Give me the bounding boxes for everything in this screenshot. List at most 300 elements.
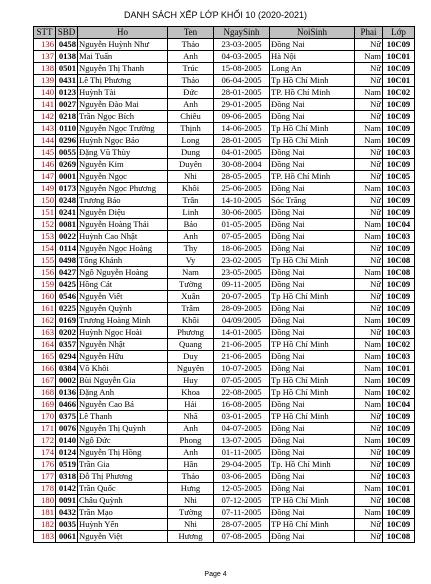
stt-cell: 183	[34, 531, 56, 543]
gender-cell: Nữ	[355, 255, 383, 267]
birth-date-cell: 16-08-2005	[214, 399, 270, 411]
given-name-cell: Phương	[168, 327, 214, 339]
gender-cell: Nam	[355, 51, 383, 63]
given-name-cell: Xuân	[168, 291, 214, 303]
gender-cell: Nam	[355, 375, 383, 387]
table-row	[34, 447, 415, 459]
sbd-cell: 0142	[56, 483, 78, 495]
gender-cell: Nữ	[355, 411, 383, 423]
given-name-cell: Chiêu	[168, 111, 214, 123]
given-name-cell: Trúc	[168, 63, 214, 75]
sbd-cell: 0001	[56, 171, 78, 183]
birth-place-cell: Đồng Nai	[270, 327, 355, 339]
surname-cell: Trần Mạo	[78, 507, 168, 519]
birth-date-cell: 25-06-2005	[214, 183, 270, 195]
gender-cell: Nam	[355, 351, 383, 363]
surname-cell: Trần Quốc	[78, 483, 168, 495]
given-name-cell: Hân	[168, 459, 214, 471]
given-name-cell: Thy	[168, 243, 214, 255]
birth-date-cell: 30-08-2004	[214, 159, 270, 171]
sbd-cell: 0375	[56, 411, 78, 423]
table-row	[34, 411, 415, 423]
given-name-cell: Nguyên	[168, 363, 214, 375]
birth-date-cell: 28-01-2005	[214, 87, 270, 99]
stt-cell: 162	[34, 315, 56, 327]
given-name-cell: Tường	[168, 507, 214, 519]
stt-cell: 152	[34, 219, 56, 231]
surname-cell: Đặng Vũ Thùy	[78, 147, 168, 159]
birth-place-cell: Đồng Nai	[270, 243, 355, 255]
class-cell: 10C03	[383, 183, 415, 195]
sbd-cell: 0425	[56, 279, 78, 291]
birth-date-cell: 04-03-2005	[214, 51, 270, 63]
birth-place-cell: Đồng Nai	[270, 507, 355, 519]
table-row	[34, 75, 415, 87]
gender-cell: Nam	[355, 123, 383, 135]
sbd-cell: 0519	[56, 459, 78, 471]
gender-cell: Nữ	[355, 303, 383, 315]
gender-cell: Nam	[355, 339, 383, 351]
table-row	[34, 231, 415, 243]
stt-cell: 174	[34, 447, 56, 459]
birth-place-cell: Đồng Nai	[270, 315, 355, 327]
birth-date-cell: 28-09-2005	[214, 303, 270, 315]
given-name-cell: Bảo	[168, 219, 214, 231]
surname-cell: Trương Bảo	[78, 195, 168, 207]
given-name-cell: Nhã	[168, 411, 214, 423]
class-cell: 10C09	[383, 519, 415, 531]
class-cell: 10C01	[383, 363, 415, 375]
class-cell: 10C09	[383, 111, 415, 123]
sbd-cell: 0022	[56, 231, 78, 243]
gender-cell: Nam	[355, 183, 383, 195]
surname-cell: Nguyễn Cao Bá	[78, 399, 168, 411]
birth-date-cell: 03-01-2005	[214, 411, 270, 423]
sbd-cell: 0269	[56, 159, 78, 171]
class-cell: 10C03	[383, 327, 415, 339]
table-row	[34, 423, 415, 435]
stt-cell: 137	[34, 51, 56, 63]
birth-date-cell: 15-08-2005	[214, 63, 270, 75]
birth-place-cell: Đồng Nai	[270, 399, 355, 411]
gender-cell: Nam	[355, 363, 383, 375]
stt-cell: 165	[34, 351, 56, 363]
sbd-cell: 0169	[56, 315, 78, 327]
birth-date-cell: 04/09/2005	[214, 315, 270, 327]
birth-date-cell: 06-04-2005	[214, 75, 270, 87]
birth-place-cell: Đồng Nai	[270, 267, 355, 279]
birth-place-cell: Tp Hồ Chí Minh	[270, 123, 355, 135]
surname-cell: Võ Khôi	[78, 363, 168, 375]
stt-cell: 141	[34, 99, 56, 111]
given-name-cell: Anh	[168, 51, 214, 63]
stt-cell: 149	[34, 183, 56, 195]
sbd-cell: 0002	[56, 375, 78, 387]
gender-cell: Nữ	[355, 327, 383, 339]
table-row	[34, 159, 415, 171]
sbd-cell: 0114	[56, 243, 78, 255]
birth-date-cell: 09-06-2005	[214, 111, 270, 123]
surname-cell: Huỳnh Tài	[78, 87, 168, 99]
sbd-cell: 0248	[56, 195, 78, 207]
surname-cell: Nguyễn Thị Hồng	[78, 447, 168, 459]
class-cell: 10C09	[383, 459, 415, 471]
birth-date-cell: 07-05-2005	[214, 375, 270, 387]
sbd-cell: 0432	[56, 507, 78, 519]
birth-date-cell: 23-05-2005	[214, 267, 270, 279]
given-name-cell: Anh	[168, 231, 214, 243]
class-cell: 10C01	[383, 483, 415, 495]
birth-place-cell: Đồng Nai	[270, 147, 355, 159]
birth-place-cell: TP Hồ Chí Minh	[270, 495, 355, 507]
given-name-cell: Thảo	[168, 471, 214, 483]
class-cell: 10C09	[383, 195, 415, 207]
surname-cell: Nguyễn Ngọc Hoàng	[78, 243, 168, 255]
surname-cell: Trần Gia	[78, 459, 168, 471]
surname-cell: Nguyễn Đào Mai	[78, 99, 168, 111]
table-row	[34, 99, 415, 111]
sbd-cell: 0384	[56, 363, 78, 375]
column-header-phai: Phai	[355, 27, 383, 39]
gender-cell: Nữ	[355, 159, 383, 171]
gender-cell: Nữ	[355, 75, 383, 87]
birth-date-cell: 28-05-2005	[214, 171, 270, 183]
table-row	[34, 39, 415, 51]
given-name-cell: Duy	[168, 351, 214, 363]
gender-cell: Nam	[355, 219, 383, 231]
sbd-cell: 0124	[56, 447, 78, 459]
sbd-cell: 0546	[56, 291, 78, 303]
stt-cell: 176	[34, 459, 56, 471]
table-row	[34, 171, 415, 183]
surname-cell: Châu Quỳnh	[78, 495, 168, 507]
stt-cell: 140	[34, 87, 56, 99]
table-row	[34, 495, 415, 507]
stt-cell: 156	[34, 267, 56, 279]
birth-place-cell: Đồng Nai	[270, 279, 355, 291]
stt-cell: 167	[34, 375, 56, 387]
table-header-row	[34, 27, 415, 39]
class-cell: 10C09	[383, 447, 415, 459]
class-cell: 10C03	[383, 351, 415, 363]
table-row	[34, 363, 415, 375]
birth-place-cell: Tp. Hồ Chí Minh	[270, 459, 355, 471]
sbd-cell: 0110	[56, 123, 78, 135]
class-cell: 10C09	[383, 99, 415, 111]
table-row	[34, 303, 415, 315]
class-cell: 10C08	[383, 267, 415, 279]
gender-cell: Nam	[355, 135, 383, 147]
table-row	[34, 195, 415, 207]
birth-date-cell: 28-07-2005	[214, 519, 270, 531]
stt-cell: 138	[34, 63, 56, 75]
given-name-cell: Khoa	[168, 387, 214, 399]
birth-place-cell: Tp Hồ Chí Minh	[270, 375, 355, 387]
class-cell: 10C09	[383, 63, 415, 75]
gender-cell: Nam	[355, 315, 383, 327]
column-header-stt: STT	[34, 27, 56, 39]
sbd-cell: 0061	[56, 531, 78, 543]
class-cell: 10C09	[383, 411, 415, 423]
birth-place-cell: Tp Hồ Chí Minh	[270, 75, 355, 87]
sbd-cell: 0241	[56, 207, 78, 219]
gender-cell: Nữ	[355, 39, 383, 51]
class-cell: 10C01	[383, 51, 415, 63]
given-name-cell: Anh	[168, 99, 214, 111]
surname-cell: Nguyễn Thị Thanh	[78, 63, 168, 75]
birth-date-cell: 07-08-2005	[214, 531, 270, 543]
class-cell: 10C08	[383, 531, 415, 543]
table-row	[34, 507, 415, 519]
stt-cell: 170	[34, 411, 56, 423]
birth-place-cell: Đồng Nai	[270, 39, 355, 51]
surname-cell: Nguyễn Kim	[78, 159, 168, 171]
birth-date-cell: 04-07-2005	[214, 423, 270, 435]
given-name-cell: Khôi	[168, 183, 214, 195]
class-cell: 10C03	[383, 147, 415, 159]
stt-cell: 144	[34, 135, 56, 147]
sbd-cell: 0296	[56, 135, 78, 147]
sbd-cell: 0501	[56, 63, 78, 75]
surname-cell: Mai Tuấn	[78, 51, 168, 63]
given-name-cell: Long	[168, 135, 214, 147]
surname-cell: Huỳnh Cao Nhật	[78, 231, 168, 243]
column-header-ten: Ten	[168, 27, 214, 39]
surname-cell: Trần Ngọc Bích	[78, 111, 168, 123]
surname-cell: Huỳnh Yến	[78, 519, 168, 531]
stt-cell: 177	[34, 471, 56, 483]
given-name-cell: Dung	[168, 147, 214, 159]
class-cell: 10C09	[383, 123, 415, 135]
given-name-cell: Tường	[168, 279, 214, 291]
birth-place-cell: Đồng Nai	[270, 231, 355, 243]
sbd-cell: 0173	[56, 183, 78, 195]
birth-date-cell: 07-12-2005	[214, 495, 270, 507]
stt-cell: 143	[34, 123, 56, 135]
gender-cell: Nữ	[355, 423, 383, 435]
table-body	[34, 39, 415, 543]
class-cell: 10C09	[383, 315, 415, 327]
table-row	[34, 207, 415, 219]
stt-cell: 169	[34, 399, 56, 411]
surname-cell: Trương Hoàng Minh	[78, 315, 168, 327]
birth-date-cell: 12-05-2005	[214, 483, 270, 495]
gender-cell: Nam	[355, 231, 383, 243]
class-cell: 10C09	[383, 423, 415, 435]
surname-cell: Huỳnh Ngọc Hoài	[78, 327, 168, 339]
table-row	[34, 63, 415, 75]
sbd-cell: 0458	[56, 39, 78, 51]
class-cell: 10C03	[383, 231, 415, 243]
table-row	[34, 327, 415, 339]
birth-place-cell: Đồng Nai	[270, 423, 355, 435]
surname-cell: Ngô Đức	[78, 435, 168, 447]
class-cell: 10C09	[383, 39, 415, 51]
birth-place-cell: Long An	[270, 63, 355, 75]
table-row	[34, 291, 415, 303]
birth-date-cell: 09-11-2005	[214, 279, 270, 291]
gender-cell: Nữ	[355, 279, 383, 291]
birth-place-cell: TP Hồ Chí Minh	[270, 339, 355, 351]
birth-date-cell: 21-06-2005	[214, 351, 270, 363]
surname-cell: Tống Khánh	[78, 255, 168, 267]
class-cell: 10C09	[383, 207, 415, 219]
birth-place-cell: Đồng Nai	[270, 531, 355, 543]
birth-place-cell: TP Hồ Chí Minh	[270, 519, 355, 531]
sbd-cell: 0027	[56, 99, 78, 111]
table-row	[34, 123, 415, 135]
surname-cell: Bùi Nguyễn Gia	[78, 375, 168, 387]
sbd-cell: 0431	[56, 75, 78, 87]
sbd-cell: 0081	[56, 219, 78, 231]
column-header-sbd: SBD	[56, 27, 78, 39]
gender-cell: Nữ	[355, 147, 383, 159]
table-row	[34, 51, 415, 63]
given-name-cell: Thịnh	[168, 123, 214, 135]
given-name-cell: Quang	[168, 339, 214, 351]
birth-place-cell: Đồng Nai	[270, 183, 355, 195]
birth-date-cell: 01-05-2005	[214, 219, 270, 231]
surname-cell: Nguyễn Nhật	[78, 339, 168, 351]
class-cell: 10C02	[383, 387, 415, 399]
gender-cell: Nữ	[355, 207, 383, 219]
class-cell: 10C04	[383, 399, 415, 411]
birth-place-cell: Đồng Nai	[270, 351, 355, 363]
stt-cell: 166	[34, 363, 56, 375]
given-name-cell: Trâm	[168, 303, 214, 315]
stt-cell: 145	[34, 147, 56, 159]
sbd-cell: 0140	[56, 435, 78, 447]
gender-cell: Nam	[355, 483, 383, 495]
gender-cell: Nam	[355, 267, 383, 279]
surname-cell: Nguyễn Ngọc Phương	[78, 183, 168, 195]
given-name-cell: Trân	[168, 195, 214, 207]
gender-cell: Nữ	[355, 111, 383, 123]
stt-cell: 151	[34, 207, 56, 219]
stt-cell: 164	[34, 339, 56, 351]
surname-cell: Ngô Nguyễn Hoàng	[78, 267, 168, 279]
table-row	[34, 279, 415, 291]
surname-cell: Nguyễn Diệu	[78, 207, 168, 219]
sbd-cell: 0091	[56, 495, 78, 507]
gender-cell: Nam	[355, 435, 383, 447]
stt-cell: 161	[34, 303, 56, 315]
sbd-cell: 0123	[56, 87, 78, 99]
birth-place-cell: Đồng Nai	[270, 447, 355, 459]
gender-cell: Nam	[355, 387, 383, 399]
surname-cell: Nguyễn Việt	[78, 531, 168, 543]
given-name-cell: Hưng	[168, 483, 214, 495]
table-row	[34, 315, 415, 327]
table-row	[34, 531, 415, 543]
table-row	[34, 339, 415, 351]
given-name-cell: Vy	[168, 255, 214, 267]
stt-cell: 146	[34, 159, 56, 171]
birth-place-cell: Hà Nội	[270, 51, 355, 63]
birth-place-cell: Đồng Nai	[270, 219, 355, 231]
birth-date-cell: 22-08-2005	[214, 387, 270, 399]
table-row	[34, 255, 415, 267]
given-name-cell: Phong	[168, 435, 214, 447]
given-name-cell: Hương	[168, 531, 214, 543]
class-cell: 10C03	[383, 471, 415, 483]
table-row	[34, 147, 415, 159]
class-cell: 10C09	[383, 375, 415, 387]
table-row	[34, 483, 415, 495]
birth-date-cell: 07-11-2005	[214, 507, 270, 519]
gender-cell: Nữ	[355, 531, 383, 543]
stt-cell: 180	[34, 495, 56, 507]
birth-place-cell: Đồng Nai	[270, 111, 355, 123]
table-row	[34, 351, 415, 363]
birth-place-cell: Đồng Nai	[270, 435, 355, 447]
given-name-cell: Thảo	[168, 39, 214, 51]
stt-cell: 139	[34, 75, 56, 87]
column-header-lop: Lớp	[383, 27, 415, 39]
birth-date-cell: 07-05-2005	[214, 231, 270, 243]
sbd-cell: 0498	[56, 255, 78, 267]
document-title: DANH SÁCH XẾP LỚP KHỐI 10 (2020-2021)	[124, 10, 307, 20]
surname-cell: Nguyễn Hoàng Thái	[78, 219, 168, 231]
stt-cell: 168	[34, 387, 56, 399]
birth-date-cell: 21-06-2005	[214, 339, 270, 351]
column-header-ho: Ho	[78, 27, 168, 39]
class-cell: 10C09	[383, 135, 415, 147]
gender-cell: Nữ	[355, 99, 383, 111]
birth-place-cell: Tp Hồ Chí Minh	[270, 387, 355, 399]
class-cell: 10C08	[383, 255, 415, 267]
surname-cell: Huỳnh Ngọc Bảo	[78, 135, 168, 147]
birth-place-cell: Đồng Nai	[270, 471, 355, 483]
stt-cell: 142	[34, 111, 56, 123]
class-roster-table	[33, 26, 415, 543]
surname-cell: Lê Thanh	[78, 411, 168, 423]
class-cell: 10C09	[383, 507, 415, 519]
birth-place-cell: Đồng Nai	[270, 207, 355, 219]
gender-cell: Nữ	[355, 171, 383, 183]
gender-cell: Nữ	[355, 63, 383, 75]
surname-cell: Lê Thị Phương	[78, 75, 168, 87]
birth-date-cell: 23-02-2005	[214, 255, 270, 267]
sbd-cell: 0055	[56, 147, 78, 159]
table-row	[34, 267, 415, 279]
birth-date-cell: 30-06-2005	[214, 207, 270, 219]
class-cell: 10C02	[383, 87, 415, 99]
class-cell: 10C09	[383, 243, 415, 255]
class-cell: 10C09	[383, 159, 415, 171]
table-row	[34, 459, 415, 471]
given-name-cell: Anh	[168, 423, 214, 435]
birth-place-cell: Tp Hồ Chí Minh	[270, 291, 355, 303]
birth-date-cell: 14-06-2005	[214, 123, 270, 135]
birth-date-cell: 01-11-2005	[214, 447, 270, 459]
given-name-cell: Nhi	[168, 171, 214, 183]
class-cell: 10C02	[383, 339, 415, 351]
birth-date-cell: 28-01-2005	[214, 135, 270, 147]
stt-cell: 147	[34, 171, 56, 183]
birth-date-cell: 13-07-2005	[214, 435, 270, 447]
birth-place-cell: TP. Hồ Chí Minh	[270, 87, 355, 99]
sbd-cell: 0035	[56, 519, 78, 531]
table-row	[34, 375, 415, 387]
surname-cell: Đỗ Thị Phương	[78, 471, 168, 483]
stt-cell: 136	[34, 39, 56, 51]
birth-place-cell: Đồng Nai	[270, 159, 355, 171]
given-name-cell: Duyên	[168, 159, 214, 171]
birth-place-cell: Sóc Trăng	[270, 195, 355, 207]
stt-cell: 159	[34, 279, 56, 291]
birth-place-cell: Đồng Nai	[270, 363, 355, 375]
